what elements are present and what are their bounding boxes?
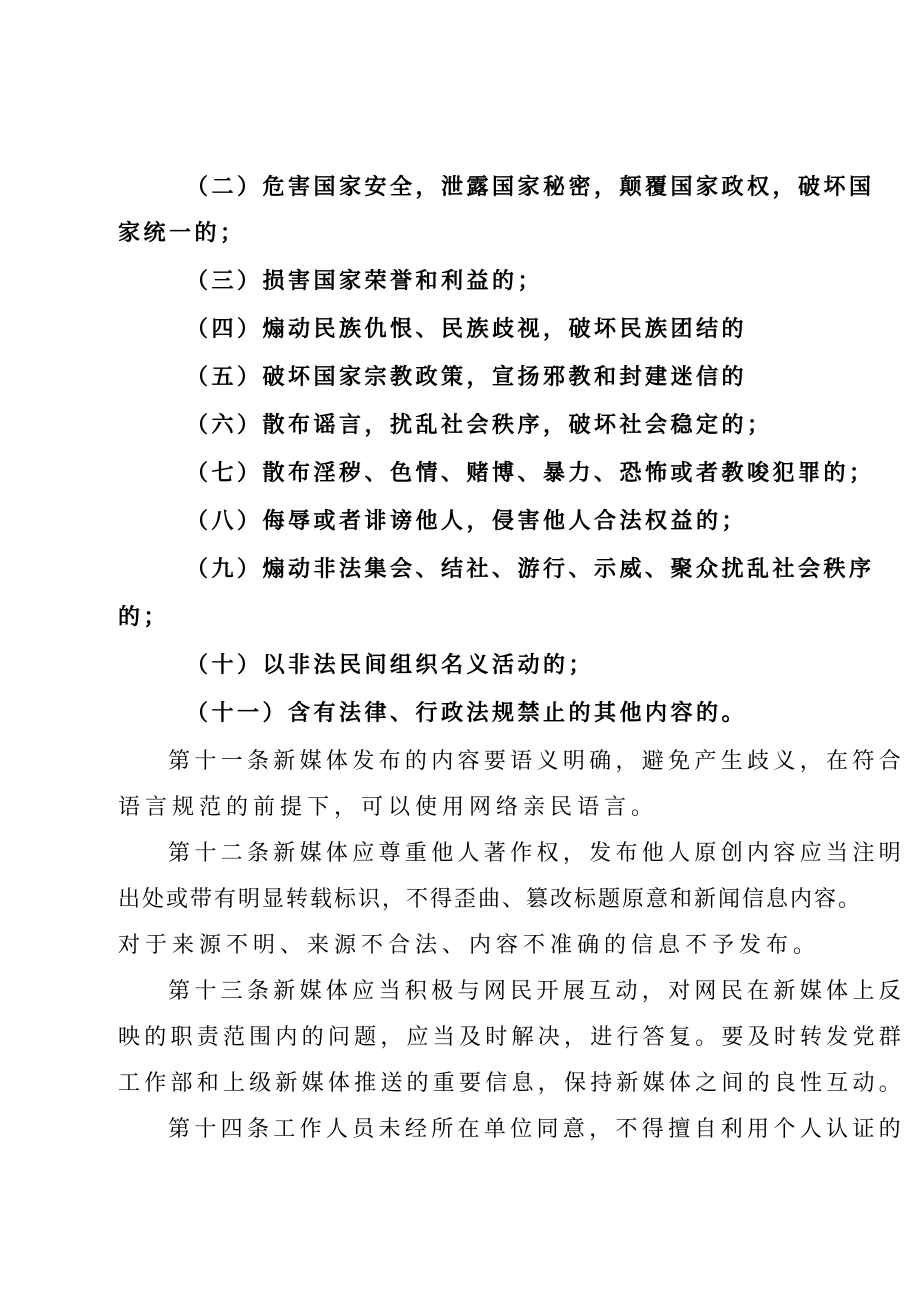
article-14-line-1: 第十四条工作人员未经所在单位同意，不得擅自利用个人认证的 xyxy=(168,1117,905,1142)
article-11-line-1: 第十一条新媒体发布的内容要语义明确，避免产生歧义，在符合 xyxy=(168,749,905,774)
clause-2-line-2: 家统一的； xyxy=(118,221,246,246)
clause-10: （十）以非法民间组织名义活动的； xyxy=(186,653,595,678)
article-12-line-3: 对于来源不明、来源不合法、内容不准确的信息不予发布。 xyxy=(118,933,821,958)
clause-7: （七）散布淫秽、色情、赌博、暴力、恐怖或者教唆犯罪的； xyxy=(186,461,875,486)
clause-5: （五）破坏国家宗教政策，宣扬邪教和封建迷信的 xyxy=(186,365,748,390)
article-11-line-2: 语言规范的前提下，可以使用网络亲民语言。 xyxy=(118,795,659,820)
clause-2-line-1: （二）危害国家安全，泄露国家秘密，颠覆国家政权，破坏国 xyxy=(186,175,875,200)
clause-11: （十一）含有法律、行政法规禁止的其他内容的。 xyxy=(186,701,748,726)
article-12-line-1: 第十二条新媒体应尊重他人著作权，发布他人原创内容应当注明 xyxy=(168,841,905,866)
article-13-line-3: 工作部和上级新媒体推送的重要信息，保持新媒体之间的良性互动。 xyxy=(118,1071,905,1096)
clause-3: （三）损害国家荣誉和利益的； xyxy=(186,269,544,294)
clause-4: （四）煽动民族仇恨、民族歧视，破坏民族团结的 xyxy=(186,317,748,342)
article-12-line-2: 出处或带有明显转载标识，不得歪曲、篡改标题原意和新闻信息内容。 xyxy=(118,887,863,912)
clause-8: （八）侮辱或者诽谤他人，侵害他人合法权益的； xyxy=(186,509,748,534)
clause-9-line-2: 的； xyxy=(118,605,170,630)
article-13-line-2: 映的职责范围内的问题，应当及时解决，进行答复。要及时转发党群 xyxy=(118,1025,905,1050)
article-13-line-1: 第十三条新媒体应当积极与网民开展互动，对网民在新媒体上反 xyxy=(168,979,905,1004)
clause-9-line-1: （九）煽动非法集会、结社、游行、示威、聚众扰乱社会秩序 xyxy=(186,557,875,582)
clause-6: （六）散布谣言，扰乱社会秩序，破坏社会稳定的； xyxy=(186,413,773,438)
